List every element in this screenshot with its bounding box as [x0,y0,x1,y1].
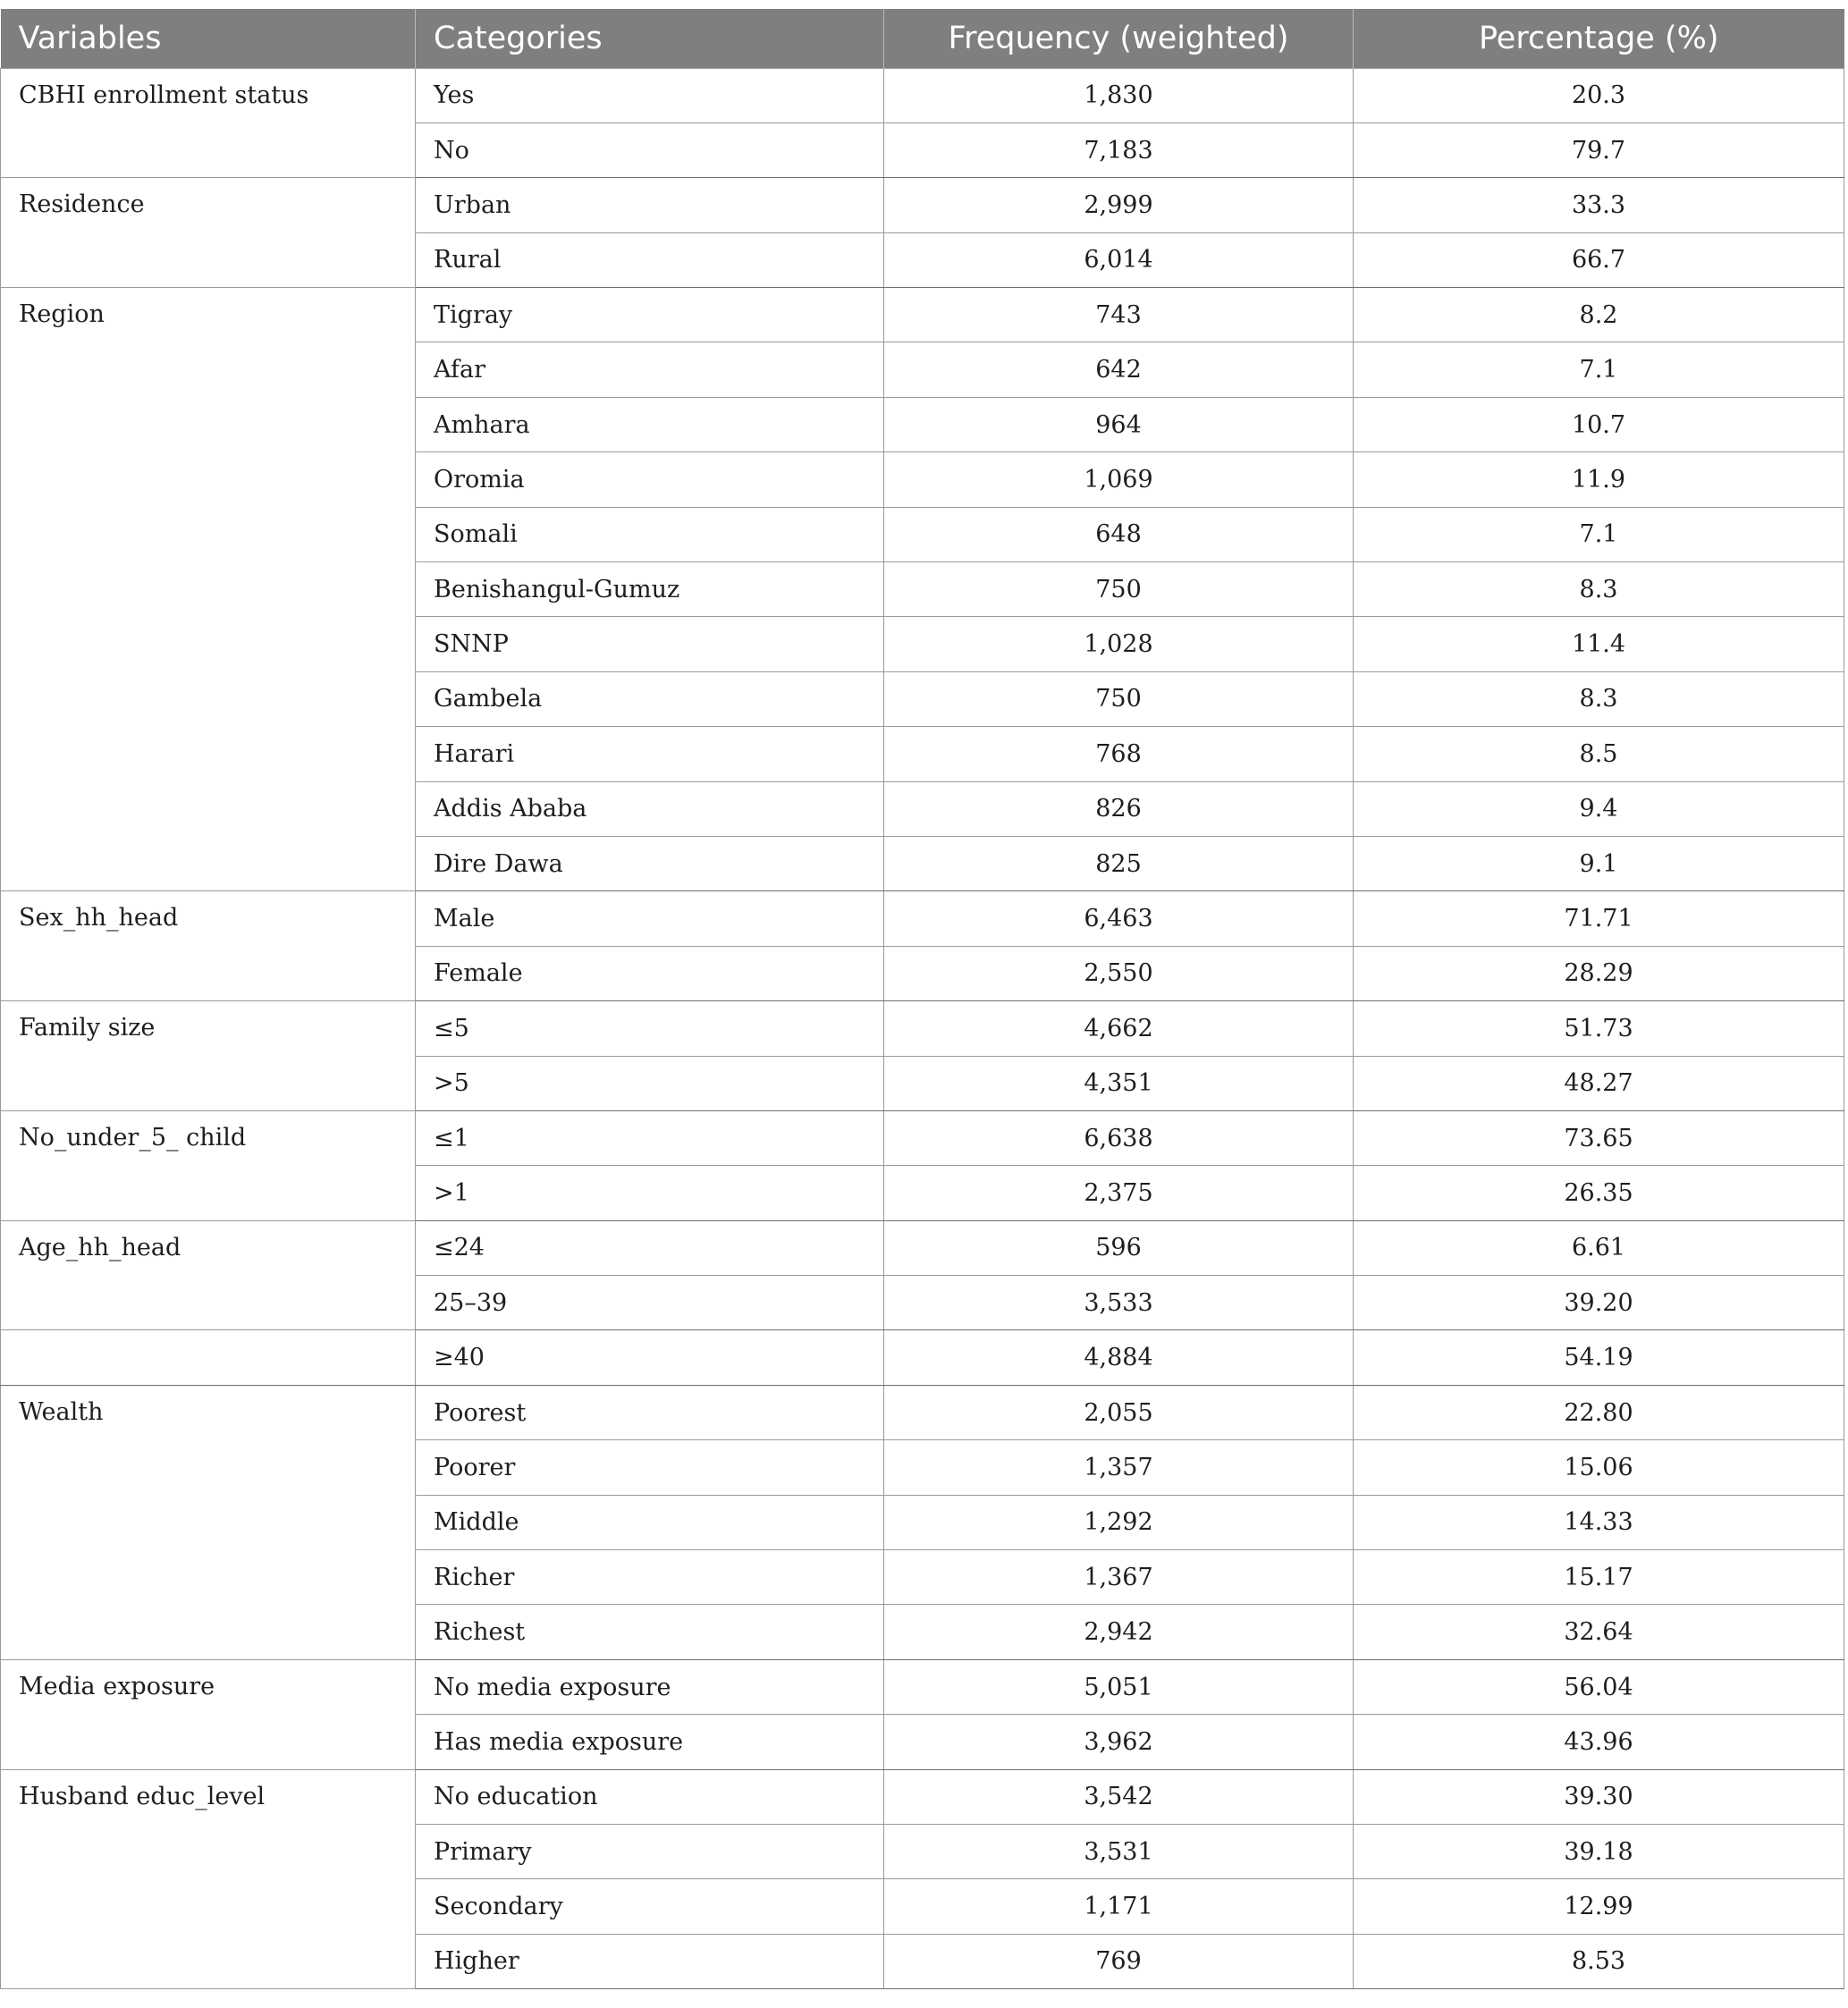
percentage-cell: 79.7 [1354,122,1844,177]
header-percentage: Percentage (%) [1354,9,1844,68]
percentage-cell: 39.18 [1354,1825,1844,1879]
percentage-cell: 39.20 [1354,1276,1844,1330]
frequency-cell: 4,884 [884,1330,1354,1385]
frequency-cell: 1,357 [884,1440,1354,1495]
percentage-cell: 8.5 [1354,727,1844,781]
percentage-cell: 11.9 [1354,452,1844,507]
table-row [1,288,1844,342]
percentage-cell: 15.17 [1354,1550,1844,1605]
frequency-cell: 743 [884,288,1354,342]
percentage-cell: 8.2 [1354,288,1844,342]
percentage-cell: 8.53 [1354,1934,1844,1988]
category-cell: ≤24 [416,1220,884,1275]
frequency-cell: 1,028 [884,617,1354,671]
percentage-cell: 51.73 [1354,1001,1844,1056]
category-cell: Urban [416,178,884,232]
category-cell: No media exposure [416,1659,884,1714]
category-cell: SNNP [416,617,884,671]
frequency-cell: 3,533 [884,1276,1354,1330]
table-row [1,891,1844,946]
frequency-cell: 3,531 [884,1825,1354,1879]
header-frequency: Frequency (weighted) [884,9,1354,68]
frequency-cell: 1,367 [884,1550,1354,1605]
variable-cell [1,1330,416,1385]
category-cell: Afar [416,342,884,397]
category-cell: 25–39 [416,1276,884,1330]
variable-cell: Residence [1,178,416,288]
category-cell: Harari [416,727,884,781]
frequency-cell: 826 [884,781,1354,836]
table-header [1,9,1844,68]
table-row [1,1330,1844,1385]
descriptive-statistics-table [0,9,1844,1989]
category-cell: Addis Ababa [416,781,884,836]
header-row [1,9,1844,68]
header-categories: Categories [416,9,884,68]
variable-cell: Age_hh_head [1,1220,416,1330]
category-cell: Middle [416,1495,884,1549]
percentage-cell: 9.4 [1354,781,1844,836]
percentage-cell: 39.30 [1354,1769,1844,1824]
percentage-cell: 56.04 [1354,1659,1844,1714]
percentage-cell: 66.7 [1354,232,1844,287]
category-cell: ≤5 [416,1001,884,1056]
category-cell: >1 [416,1166,884,1220]
category-cell: Female [416,946,884,1000]
frequency-cell: 7,183 [884,122,1354,177]
category-cell: Poorer [416,1440,884,1495]
category-cell: >5 [416,1056,884,1110]
frequency-cell: 769 [884,1934,1354,1988]
variable-cell: Family size [1,1001,416,1111]
variable-cell: Husband educ_level [1,1769,416,1989]
variable-cell: Wealth [1,1385,416,1659]
percentage-cell: 14.33 [1354,1495,1844,1549]
category-cell: Poorest [416,1385,884,1439]
category-cell: Yes [416,68,884,122]
table-row [1,1769,1844,1824]
frequency-cell: 596 [884,1220,1354,1275]
frequency-cell: 2,999 [884,178,1354,232]
frequency-cell: 6,463 [884,891,1354,946]
category-cell: Somali [416,507,884,561]
table-row [1,1001,1844,1056]
table-row [1,178,1844,232]
percentage-cell: 11.4 [1354,617,1844,671]
frequency-cell: 750 [884,562,1354,617]
frequency-cell: 5,051 [884,1659,1354,1714]
frequency-cell: 3,542 [884,1769,1354,1824]
category-cell: Secondary [416,1879,884,1934]
table-row [1,1385,1844,1439]
frequency-cell: 1,830 [884,68,1354,122]
percentage-cell: 73.65 [1354,1110,1844,1165]
variable-cell: Sex_hh_head [1,891,416,1001]
frequency-cell: 6,638 [884,1110,1354,1165]
frequency-cell: 2,055 [884,1385,1354,1439]
category-cell: Higher [416,1934,884,1988]
variable-cell: No_under_5_ child [1,1110,416,1220]
frequency-cell: 768 [884,727,1354,781]
category-cell: ≥40 [416,1330,884,1385]
frequency-cell: 825 [884,836,1354,890]
frequency-cell: 750 [884,671,1354,726]
percentage-cell: 26.35 [1354,1166,1844,1220]
frequency-cell: 1,171 [884,1879,1354,1934]
percentage-cell: 54.19 [1354,1330,1844,1385]
percentage-cell: 48.27 [1354,1056,1844,1110]
frequency-cell: 2,942 [884,1605,1354,1659]
category-cell: ≤1 [416,1110,884,1165]
frequency-cell: 1,069 [884,452,1354,507]
category-cell: Benishangul-Gumuz [416,562,884,617]
percentage-cell: 15.06 [1354,1440,1844,1495]
category-cell: Rural [416,232,884,287]
category-cell: Oromia [416,452,884,507]
percentage-cell: 33.3 [1354,178,1844,232]
frequency-cell: 964 [884,397,1354,451]
percentage-cell: 8.3 [1354,562,1844,617]
category-cell: Male [416,891,884,946]
category-cell: Richest [416,1605,884,1659]
frequency-cell: 4,351 [884,1056,1354,1110]
table-body [1,68,1844,1989]
percentage-cell: 8.3 [1354,671,1844,726]
category-cell: Richer [416,1550,884,1605]
frequency-cell: 2,375 [884,1166,1354,1220]
percentage-cell: 7.1 [1354,342,1844,397]
frequency-cell: 2,550 [884,946,1354,1000]
category-cell: Has media exposure [416,1715,884,1769]
table-row [1,1659,1844,1714]
category-cell: Primary [416,1825,884,1879]
table-row [1,68,1844,122]
frequency-cell: 648 [884,507,1354,561]
table-row [1,1220,1844,1275]
frequency-cell: 4,662 [884,1001,1354,1056]
category-cell: Gambela [416,671,884,726]
percentage-cell: 22.80 [1354,1385,1844,1439]
percentage-cell: 9.1 [1354,836,1844,890]
percentage-cell: 20.3 [1354,68,1844,122]
category-cell: Dire Dawa [416,836,884,890]
frequency-cell: 3,962 [884,1715,1354,1769]
frequency-cell: 1,292 [884,1495,1354,1549]
header-variables: Variables [1,9,416,68]
percentage-cell: 6.61 [1354,1220,1844,1275]
percentage-cell: 12.99 [1354,1879,1844,1934]
variable-cell: Region [1,288,416,891]
category-cell: No education [416,1769,884,1824]
category-cell: Tigray [416,288,884,342]
frequency-cell: 6,014 [884,232,1354,287]
variable-cell: Media exposure [1,1659,416,1769]
percentage-cell: 7.1 [1354,507,1844,561]
category-cell: No [416,122,884,177]
percentage-cell: 43.96 [1354,1715,1844,1769]
percentage-cell: 28.29 [1354,946,1844,1000]
table-row [1,1110,1844,1165]
frequency-cell: 642 [884,342,1354,397]
percentage-cell: 71.71 [1354,891,1844,946]
variable-cell: CBHI enrollment status [1,68,416,178]
category-cell: Amhara [416,397,884,451]
percentage-cell: 32.64 [1354,1605,1844,1659]
percentage-cell: 10.7 [1354,397,1844,451]
